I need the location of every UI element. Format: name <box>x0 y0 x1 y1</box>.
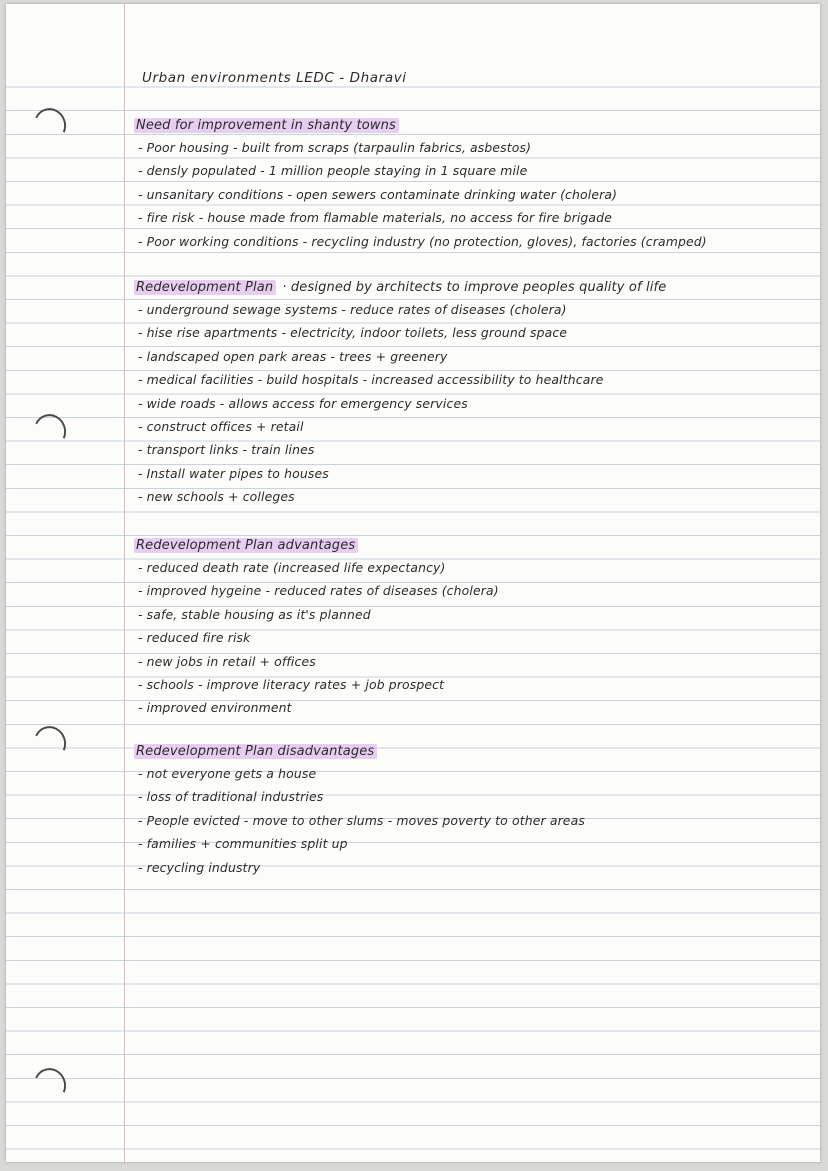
list-item: - Poor housing - built from scraps (tarpaulin fabrics, asbestos) <box>134 136 707 159</box>
punch-hole-icon <box>29 1064 71 1107</box>
highlighted-heading: Redevelopment Plan disadvantages <box>134 744 377 759</box>
list-item: - unsanitary conditions - open sewers contaminate drinking water (cholera) <box>134 183 707 206</box>
bullet-list <box>134 556 499 720</box>
bullet-list <box>134 762 585 879</box>
list-item: - not everyone gets a house <box>134 762 585 785</box>
list-item: - medical facilities - build hospitals - increased accessibility to healthcare <box>134 368 666 391</box>
margin-line <box>124 4 125 1162</box>
section-heading <box>134 536 358 556</box>
punch-hole-icon <box>29 410 71 453</box>
list-item: - Poor working conditions - recycling industry (no protection, gloves), factories (cramped) <box>134 230 707 253</box>
heading-note: · designed by architects to improve peoples quality of life <box>282 280 667 295</box>
bullet-list <box>134 136 707 253</box>
section-advantages <box>134 536 499 720</box>
list-item: - landscaped open park areas - trees + greenery <box>134 345 666 368</box>
section-redevelopment-plan <box>134 278 666 509</box>
list-item: - transport links - train lines <box>134 438 666 461</box>
list-item: - reduced death rate (increased life expectancy) <box>134 556 499 579</box>
highlighted-heading: Need for improvement in shanty towns <box>134 118 399 133</box>
list-item: - improved hygeine - reduced rates of diseases (cholera) <box>134 579 499 602</box>
list-item: - new schools + colleges <box>134 485 666 508</box>
punch-hole-icon <box>29 722 71 765</box>
list-item: - reduced fire risk <box>134 626 499 649</box>
list-item: - hise rise apartments - electricity, indoor toilets, less ground space <box>134 321 666 344</box>
punch-hole-icon <box>29 104 71 147</box>
list-item: - construct offices + retail <box>134 415 666 438</box>
section-heading <box>134 116 399 136</box>
list-item: - wide roads - allows access for emergency services <box>134 392 666 415</box>
bullet-list <box>134 298 666 509</box>
list-item: - underground sewage systems - reduce rates of diseases (cholera) <box>134 298 666 321</box>
list-item: - People evicted - move to other slums - moves poverty to other areas <box>134 809 585 832</box>
list-item: - safe, stable housing as it's planned <box>134 603 499 626</box>
list-item: - new jobs in retail + offices <box>134 650 499 673</box>
list-item: - improved environment <box>134 696 499 719</box>
notebook-page <box>6 4 820 1162</box>
highlighted-heading: Redevelopment Plan <box>134 280 276 295</box>
list-item: - densly populated - 1 million people staying in 1 square mile <box>134 159 707 182</box>
section-disadvantages <box>134 742 585 879</box>
page-title: Urban environments LEDC - Dharavi <box>142 70 407 86</box>
list-item: - fire risk - house made from flamable materials, no access for fire brigade <box>134 206 707 229</box>
list-item: - schools - improve literacy rates + job prospect <box>134 673 499 696</box>
section-heading <box>134 742 377 762</box>
section-need-for-improvement <box>134 116 707 253</box>
heading-note-text: designed by architects to improve peoples quality of life <box>290 280 667 295</box>
section-heading <box>134 278 666 298</box>
list-item: - Install water pipes to houses <box>134 462 666 485</box>
list-item: - families + communities split up <box>134 832 585 855</box>
list-item: - recycling industry <box>134 856 585 879</box>
highlighted-heading: Redevelopment Plan advantages <box>134 538 358 553</box>
list-item: - loss of traditional industries <box>134 785 585 808</box>
